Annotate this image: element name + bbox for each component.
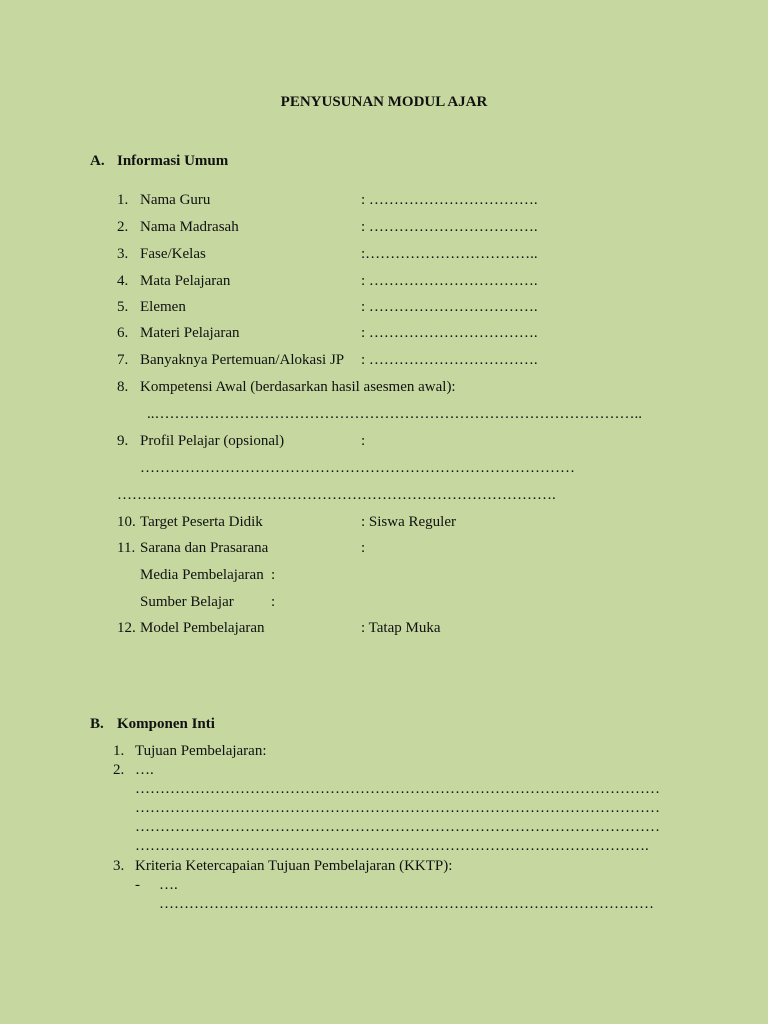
item-number: 12. xyxy=(117,620,136,636)
section-b-letter: B. xyxy=(90,716,104,732)
item-label: Tujuan Pembelajaran: xyxy=(135,743,267,759)
item-number: 6. xyxy=(117,325,129,341)
item-colon: : xyxy=(361,433,366,449)
fill-in-dots: ……………………………………………………………………………………… xyxy=(159,896,654,912)
sub-item-colon: : xyxy=(271,594,276,610)
item-label: Elemen xyxy=(140,299,186,315)
item-number: 9. xyxy=(117,433,129,449)
item-label: Fase/Kelas xyxy=(140,246,206,262)
item-number: 11. xyxy=(117,540,136,556)
item-label: Profil Pelajar (opsional) xyxy=(140,433,285,449)
item-number: 2. xyxy=(113,762,125,778)
section-a-heading: Informasi Umum xyxy=(117,153,229,169)
fill-in-dots: ……………………………………………………………………………. xyxy=(117,487,556,503)
bullet-dash: - xyxy=(135,877,140,893)
item-value: : ……………………………. xyxy=(361,325,538,341)
item-number: 4. xyxy=(117,273,129,289)
item-number: 2. xyxy=(117,219,129,235)
item-label: Kompetensi Awal (berdasarkan hasil asesmen awal): xyxy=(140,379,456,395)
item-label: Materi Pelajaran xyxy=(140,325,240,341)
item-value: : ……………………………. xyxy=(361,192,538,208)
item-label: Nama Guru xyxy=(140,192,211,208)
item-label: Nama Madrasah xyxy=(140,219,239,235)
item-label: Banyaknya Pertemuan/Alokasi JP xyxy=(140,352,345,368)
item-label: Kriteria Ketercapaian Tujuan Pembelajaran (KKTP): xyxy=(135,858,453,874)
item-number: 8. xyxy=(117,379,129,395)
item-number: 3. xyxy=(113,858,125,874)
page-title: PENYUSUNAN MODUL AJAR xyxy=(280,94,488,110)
item-value: : ……………………………. xyxy=(361,219,538,235)
fill-in-dots: …………………………………………………………………………………………… xyxy=(135,781,660,797)
item-value: : ……………………………. xyxy=(361,299,538,315)
item-label: Mata Pelajaran xyxy=(140,273,231,289)
sub-item-label: Sumber Belajar xyxy=(140,594,234,610)
fill-in-dots: ..…………………………………………………………………………………….. xyxy=(147,406,642,422)
item-number: 1. xyxy=(117,192,129,208)
item-lead: …. xyxy=(135,762,154,778)
item-value: : ……………………………. xyxy=(361,273,538,289)
fill-in-dots: …………………………………………………………………………………………… xyxy=(135,800,660,816)
item-label: Sarana dan Prasarana xyxy=(140,540,269,556)
section-b-heading: Komponen Inti xyxy=(117,716,215,732)
item-number: 3. xyxy=(117,246,129,262)
item-label: Target Peserta Didik xyxy=(140,514,263,530)
item-value: : ……………………………. xyxy=(361,352,538,368)
item-number: 10. xyxy=(117,514,136,530)
item-colon: : xyxy=(361,540,366,556)
item-value: : Siswa Reguler xyxy=(361,514,456,530)
fill-in-dots: …………………………………………………………………………………………… xyxy=(135,819,660,835)
item-number: 1. xyxy=(113,743,125,759)
fill-in-dots: …………………………………………………………………………………………. xyxy=(135,838,649,854)
sub-item-colon: : xyxy=(271,567,276,583)
item-number: 5. xyxy=(117,299,129,315)
item-label: Model Pembelajaran xyxy=(140,620,265,636)
item-value: : Tatap Muka xyxy=(361,620,441,636)
item-lead: …. xyxy=(159,877,178,893)
item-value: :…………………………….. xyxy=(361,246,538,262)
item-number: 7. xyxy=(117,352,129,368)
fill-in-dots: …………………………………………………………………………… xyxy=(140,460,575,476)
sub-item-label: Media Pembelajaran xyxy=(140,567,264,583)
section-a-letter: A. xyxy=(90,153,105,169)
